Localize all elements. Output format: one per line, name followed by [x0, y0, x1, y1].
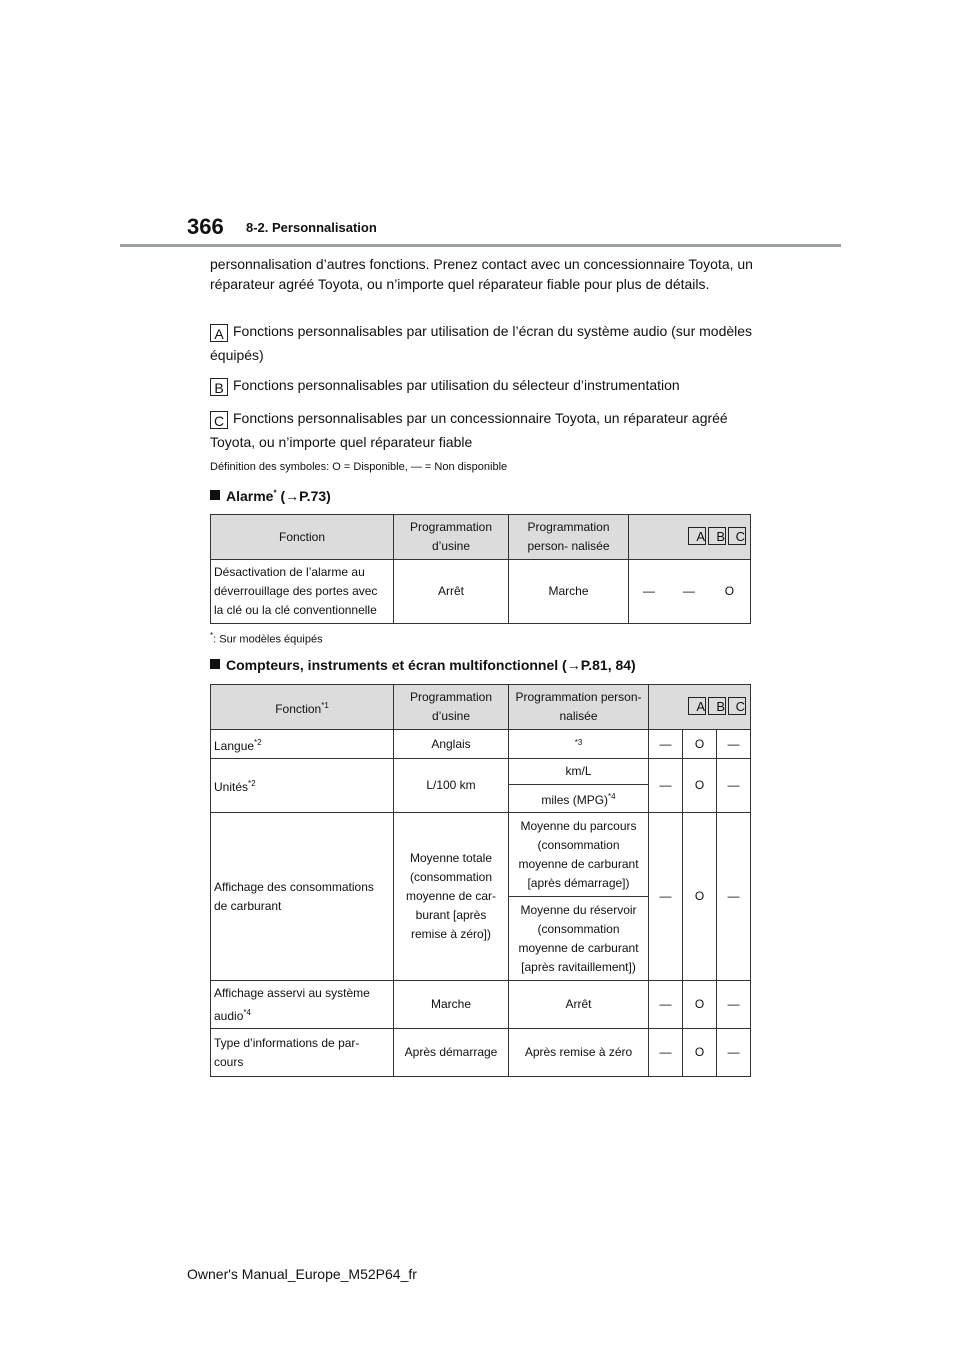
- legend-text-b: Fonctions personnalisables par utilisation du sélecteur d’instrumentation: [233, 377, 680, 393]
- col-usine: Programmation d’usine: [394, 685, 509, 730]
- col-fonction: [211, 685, 394, 730]
- cell-perso: km/L: [509, 759, 649, 785]
- table-row: [211, 759, 751, 785]
- heading-text: Alarme: [226, 488, 274, 504]
- col-abc: [629, 515, 751, 560]
- heading-text: Compteurs, instruments et écran multifonctionnel (→P.81, 84): [226, 657, 636, 673]
- table-row: [211, 1029, 751, 1077]
- table-row: [211, 730, 751, 759]
- legend-item-b: [210, 373, 770, 397]
- cell-perso: [509, 730, 649, 759]
- cell-sup: *2: [254, 737, 262, 747]
- page-number: 366: [187, 214, 224, 239]
- cell-perso-text: miles (MPG): [541, 793, 609, 807]
- col-fonction: Fonction: [211, 515, 394, 560]
- cell-a: —: [642, 584, 655, 598]
- cell-b: O: [683, 1029, 717, 1077]
- letter-box-a: A: [210, 324, 228, 342]
- letter-box-c: C: [728, 697, 746, 715]
- cell-b: O: [683, 730, 717, 759]
- letter-box-b: B: [708, 527, 726, 545]
- cell-fonction: Affichage des consommations de carburant: [211, 813, 394, 981]
- letter-box-c: C: [210, 411, 228, 429]
- letter-box-b: B: [210, 378, 228, 396]
- legend-text-c: Fonctions personnalisables par un concessionnaire Toyota, un réparateur agréé Toyota, ou n’importe quel réparateur fiable: [210, 410, 728, 450]
- cell-perso-sup: *4: [608, 792, 616, 801]
- cell-c: —: [717, 981, 751, 1029]
- cell-c: —: [717, 1029, 751, 1077]
- table-header-row: [211, 685, 751, 730]
- cell-fonction-text: Unités: [214, 780, 249, 794]
- cell-perso: Moyenne du réservoir (consommation moyenne de carburant [après ravitaillement]): [509, 897, 649, 981]
- cell-c: —: [717, 759, 751, 813]
- header-divider: [120, 244, 841, 247]
- col-fonction-label: Fonction: [275, 701, 322, 716]
- col-fonction-sup: *1: [321, 700, 329, 710]
- legend-item-a: [210, 319, 770, 367]
- cell-a: —: [649, 730, 683, 759]
- section-heading-compteurs: [210, 657, 636, 673]
- table-header-row: [211, 515, 751, 560]
- cell-sup: *4: [243, 1007, 251, 1017]
- cell-usine: L/100 km: [394, 759, 509, 813]
- intro-paragraph: personnalisation d’autres fonctions. Prenez contact avec un concessionnaire Toyota, un réparateur agréé Toyota, ou n’importe quel réparateur fiable pour plus de détails.: [210, 256, 753, 292]
- cell-fonction-text: Affichage asservi au système audio: [214, 985, 370, 1023]
- cell-usine: Moyenne totale (consommation moyenne de car- burant [après remise à zéro]): [394, 813, 509, 981]
- table-alarme: [210, 514, 751, 624]
- footnote-mark: *: [210, 631, 214, 640]
- cell-c: —: [717, 730, 751, 759]
- cell-a: —: [649, 759, 683, 813]
- cell-b: O: [683, 981, 717, 1029]
- cell-b: O: [683, 759, 717, 813]
- section-title: 8-2. Personnalisation: [246, 220, 377, 235]
- col-perso: Programmation person- nalisée: [509, 515, 629, 560]
- col-usine: Programmation d’usine: [394, 515, 509, 560]
- cell-a: —: [649, 1029, 683, 1077]
- col-abc: [649, 685, 751, 730]
- letter-box-b: B: [708, 697, 726, 715]
- table-row: [211, 813, 751, 897]
- cell-perso-sup: *3: [574, 737, 583, 747]
- square-bullet-icon: [210, 659, 220, 669]
- square-bullet-icon: [210, 490, 220, 500]
- cell-fonction: [211, 730, 394, 759]
- cell-c: —: [717, 813, 751, 981]
- symbol-definition: Définition des symboles: O = Disponible, — = Non disponible: [210, 461, 508, 473]
- cell-fonction: Désactivation de l’alarme au déverrouillage des portes avec la clé ou la clé conventionnelle: [211, 560, 394, 624]
- cell-perso: Moyenne du parcours (consommation moyenne de carburant [après démarrage]): [509, 813, 649, 897]
- cell-b: O: [683, 813, 717, 981]
- cell-usine: Arrêt: [394, 560, 509, 624]
- cell-b: —: [682, 584, 695, 598]
- legend-item-c: [210, 406, 770, 454]
- letter-box-a: A: [688, 527, 706, 545]
- cell-usine: Après démarrage: [394, 1029, 509, 1077]
- legend-text-a: Fonctions personnalisables par utilisation de l’écran du système audio (sur modèles équipés): [210, 323, 753, 363]
- cell-fonction: Type d’informations de par- cours: [211, 1029, 394, 1077]
- cell-a: —: [649, 813, 683, 981]
- cell-sup: *2: [248, 779, 256, 788]
- footnote-alarme: [210, 631, 323, 646]
- cell-fonction: [211, 759, 394, 813]
- col-perso: Programmation person- nalisée: [509, 685, 649, 730]
- heading-sup: *: [273, 488, 277, 498]
- footer-doc-id: Owner's Manual_Europe_M52P64_fr: [187, 1266, 417, 1282]
- table-row: [211, 560, 751, 624]
- cell-usine: Anglais: [394, 730, 509, 759]
- cell-perso: Arrêt: [509, 981, 649, 1029]
- cell-perso: Après remise à zéro: [509, 1029, 649, 1077]
- heading-ref: (→P.73): [276, 488, 331, 504]
- table-compteurs: [210, 684, 751, 1077]
- cell-perso: Marche: [509, 560, 629, 624]
- letter-box-c: C: [728, 527, 746, 545]
- cell-c: O: [724, 584, 735, 598]
- section-heading-alarme: [210, 488, 331, 504]
- cell-a: —: [649, 981, 683, 1029]
- cell-abc: [629, 560, 751, 624]
- letter-box-a: A: [688, 697, 706, 715]
- footnote-text: : Sur modèles équipés: [213, 633, 323, 646]
- table-row: [211, 981, 751, 1029]
- cell-usine: Marche: [394, 981, 509, 1029]
- cell-fonction-text: Langue: [214, 738, 255, 753]
- cell-fonction: [211, 981, 394, 1029]
- cell-perso: [509, 785, 649, 813]
